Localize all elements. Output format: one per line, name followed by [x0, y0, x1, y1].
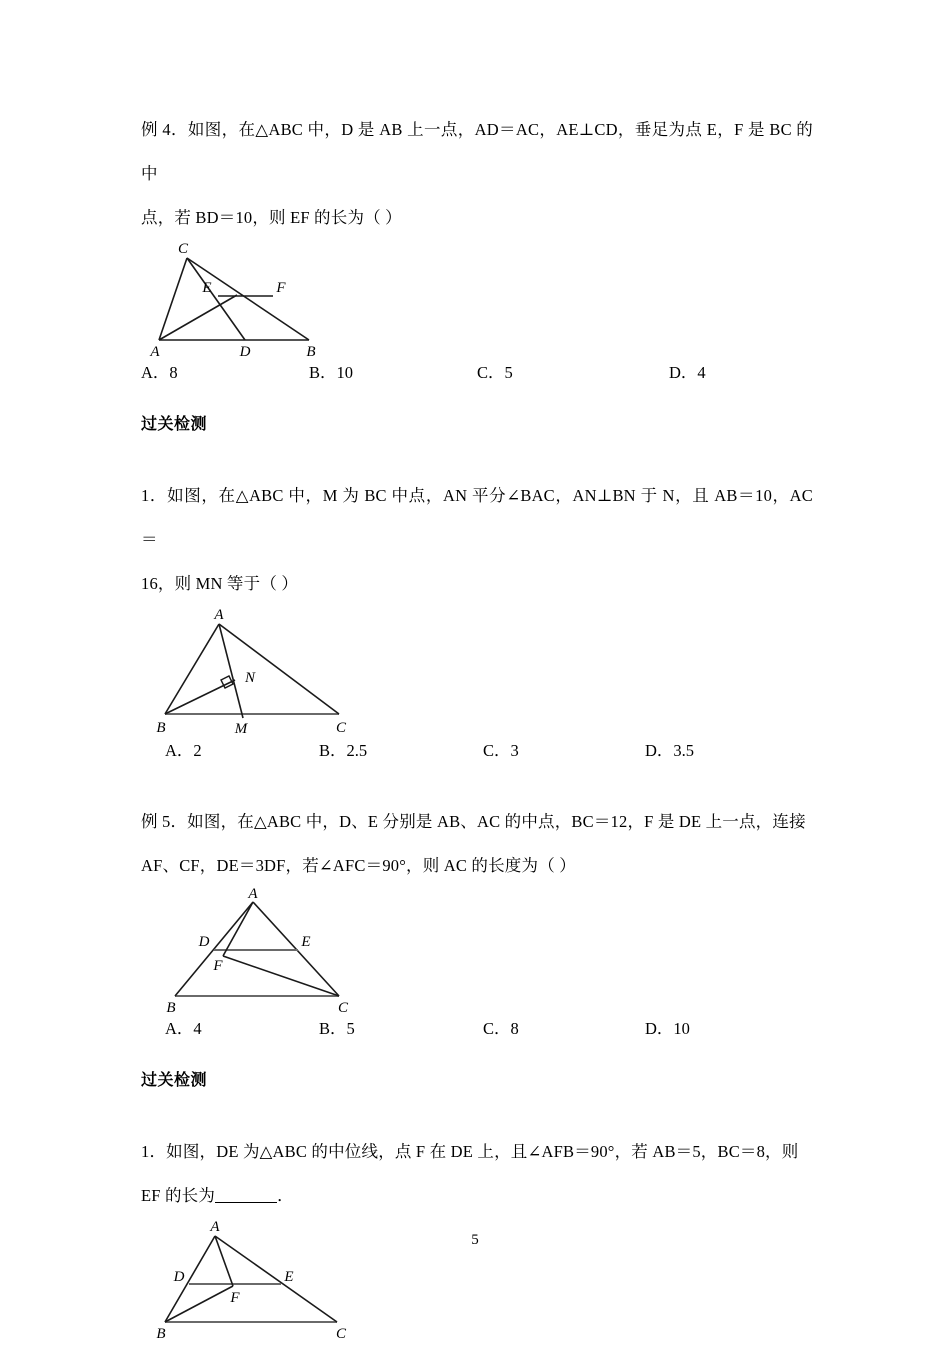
example5-option-d[interactable]: D．10 — [645, 1019, 690, 1038]
example4-line1: 例 4．如图，在△ABC 中，D 是 AB 上一点，AD＝AC，AE⊥CD，垂足为点 E，F 是 BC 的中 — [141, 120, 813, 183]
label-c: C — [335, 720, 347, 736]
example5-line2: AF、CF，DE＝3DF，若∠AFC＝90°，则 AC 的长度为（ ） — [141, 856, 576, 875]
check2-line2 — [141, 1174, 813, 1218]
page-content — [141, 108, 813, 1340]
check1-line1: 1．如图，在△ABC 中，M 为 BC 中点，AN 平分∠BAC，AN⊥BN 于 N，且 AB＝10，AC＝ — [141, 486, 813, 549]
label-f: F — [213, 958, 223, 974]
label-c: C — [177, 241, 189, 257]
label-b: B — [156, 720, 166, 736]
label-f: F — [276, 280, 286, 296]
label-n: N — [244, 670, 256, 686]
check2-line2-pre: EF 的长为 — [141, 1186, 216, 1205]
check1-options — [141, 736, 813, 766]
label-a: A — [214, 607, 224, 623]
label-m: M — [234, 721, 248, 736]
label-a: A — [210, 1219, 220, 1235]
label-d: D — [198, 934, 210, 950]
example4-option-a[interactable]: A．8 — [141, 363, 178, 382]
check1-heading: 过关检测 — [141, 416, 208, 433]
label-f: F — [230, 1290, 240, 1306]
check1-line2: 16，则 MN 等于（ ） — [141, 574, 299, 593]
example4-options — [141, 358, 813, 388]
example5-line1: 例 5．如图，在△ABC 中，D、E 分别是 AB、AC 的中点，BC＝12，F 是 DE 上一点，连接 — [141, 812, 806, 831]
label-e: E — [301, 934, 311, 950]
example5-question — [141, 800, 813, 888]
check1-option-a[interactable]: A．2 — [165, 741, 202, 760]
example5-option-a[interactable]: A．4 — [165, 1019, 202, 1038]
check1-option-b[interactable]: B．2.5 — [319, 741, 368, 760]
figure-triangle-abc-de-f-1 — [161, 888, 401, 1014]
example4-line2: 点，若 BD＝10，则 EF 的长为（ ） — [141, 208, 402, 227]
label-a: A — [150, 344, 160, 358]
check2-line1: 1．如图，DE 为△ABC 的中位线，点 F 在 DE 上，且∠AFB＝90°，若 AB＝5，BC＝8，则 — [141, 1142, 799, 1161]
example4-figure — [141, 240, 813, 358]
check1-question — [141, 474, 813, 606]
check1-option-c[interactable]: C．3 — [483, 741, 519, 760]
label-d: D — [239, 344, 251, 358]
answer-blank[interactable] — [215, 1188, 277, 1203]
label-d: D — [173, 1269, 185, 1285]
label-c: C — [337, 1000, 349, 1014]
label-b: B — [306, 344, 316, 358]
example4-option-c[interactable]: C．5 — [477, 363, 513, 382]
figure-triangle-abc-m-n — [151, 606, 391, 736]
check1-figure — [141, 606, 813, 736]
page-number: 5 — [471, 1232, 479, 1248]
example5-option-b[interactable]: B．5 — [319, 1019, 355, 1038]
label-e: E — [284, 1269, 294, 1285]
check1-option-d[interactable]: D．3.5 — [645, 741, 695, 760]
check2-question — [141, 1130, 813, 1218]
label-a: A — [248, 888, 258, 902]
example5-figure — [141, 888, 813, 1014]
label-b: B — [166, 1000, 176, 1014]
label-c: C — [335, 1326, 347, 1340]
example5-option-c[interactable]: C．8 — [483, 1019, 519, 1038]
label-b: B — [156, 1326, 166, 1340]
check2-heading: 过关检测 — [141, 1072, 208, 1089]
example4-option-b[interactable]: B．10 — [309, 363, 354, 382]
label-e: E — [202, 280, 212, 296]
figure-triangle-abc-d-e-f — [141, 240, 371, 358]
check2-line2-post: ． — [277, 1186, 294, 1205]
example4-option-d[interactable]: D．4 — [669, 363, 706, 382]
example5-options — [141, 1014, 813, 1044]
example4-question — [141, 108, 813, 240]
